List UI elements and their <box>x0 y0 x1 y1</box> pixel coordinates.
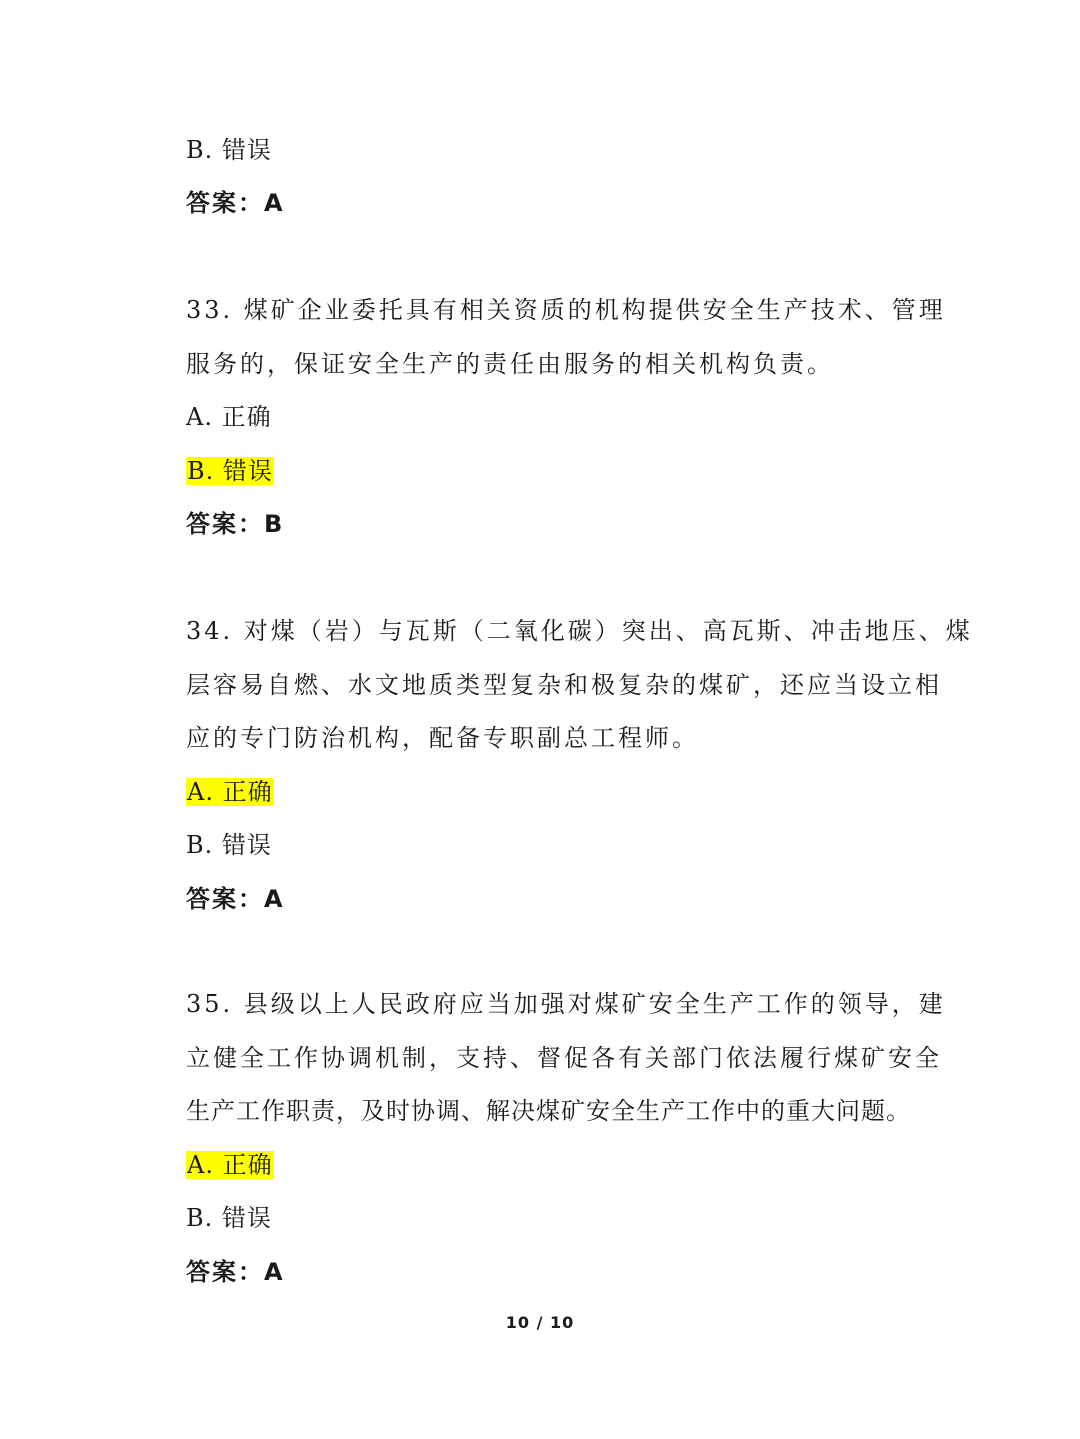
question-34-answer: 答案：A <box>186 885 285 913</box>
question-35-option-b <box>186 1202 272 1234</box>
option-a-text-highlighted: A. 正确 <box>187 778 273 806</box>
option-b-text: B. 错误 <box>186 831 272 859</box>
prev-answer: 答案：A <box>186 189 285 217</box>
option-a-text: A. 正确 <box>186 403 272 431</box>
question-34-option-b <box>186 829 272 861</box>
option-a-text-highlighted: A. 正确 <box>187 1151 273 1179</box>
option-b-text-highlighted: B. 错误 <box>187 457 273 485</box>
question-33-line-2: 服务的，保证安全生产的责任由服务的相关机构负责。 <box>186 350 834 378</box>
question-35-option-a <box>186 1149 274 1181</box>
question-35-answer: 答案：A <box>186 1258 285 1286</box>
question-33-option-b <box>186 455 274 487</box>
question-33-line-1: 33. 煤矿企业委托具有相关资质的机构提供安全生产技术、管理 <box>186 296 946 324</box>
question-35-line-2: 立健全工作协调机制，支持、督促各有关部门依法履行煤矿安全 <box>186 1044 942 1072</box>
question-34-option-a <box>186 776 274 808</box>
prev-option-b: B. 错误 <box>186 136 272 164</box>
question-35-line-1: 35. 县级以上人民政府应当加强对煤矿安全生产工作的领导，建 <box>186 990 946 1018</box>
question-35-line-3: 生产工作职责，及时协调、解决煤矿安全生产工作中的重大问题。 <box>186 1097 911 1125</box>
question-33-option-a <box>186 401 272 433</box>
page-number: 10 / 10 <box>505 1313 575 1332</box>
question-34-line-3: 应的专门防治机构，配备专职副总工程师。 <box>186 724 699 752</box>
question-33-answer: 答案：B <box>186 510 285 538</box>
option-b-text: B. 错误 <box>186 1204 272 1232</box>
question-34-line-1: 34. 对煤（岩）与瓦斯（二氧化碳）突出、高瓦斯、冲击地压、煤 <box>186 617 973 645</box>
question-34-line-2: 层容易自燃、水文地质类型复杂和极复杂的煤矿，还应当设立相 <box>186 671 942 699</box>
